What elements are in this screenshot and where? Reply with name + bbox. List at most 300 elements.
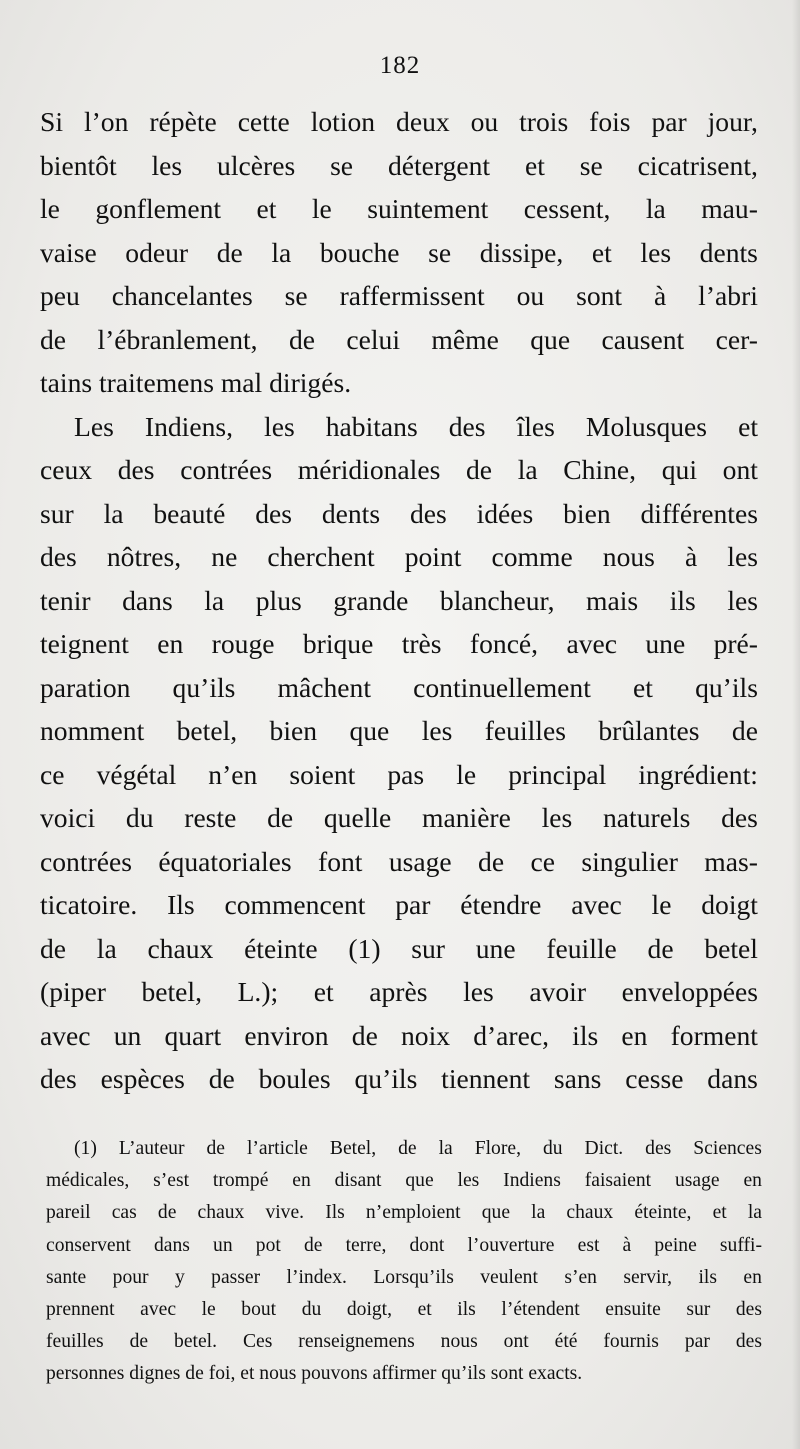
word: dans bbox=[707, 1063, 758, 1094]
word: à bbox=[622, 1234, 632, 1256]
word: chaux bbox=[566, 1202, 614, 1224]
word: dans bbox=[122, 584, 173, 616]
word: vaise bbox=[40, 236, 97, 268]
word: ou bbox=[470, 106, 499, 137]
footnote-line bbox=[46, 1133, 762, 1165]
word: plus bbox=[255, 584, 302, 616]
word: tiennent bbox=[441, 1063, 531, 1094]
paragraph-1 bbox=[40, 100, 758, 405]
word: pot bbox=[255, 1234, 281, 1256]
word: nous bbox=[440, 1331, 478, 1353]
text-line bbox=[40, 1057, 758, 1101]
word: bientôt bbox=[40, 149, 117, 181]
word: cesse bbox=[625, 1063, 684, 1094]
word: deux bbox=[396, 106, 450, 137]
word: du bbox=[542, 1138, 563, 1159]
word: cessent, bbox=[523, 193, 611, 224]
word: veulent bbox=[480, 1266, 538, 1288]
word: dents bbox=[699, 236, 758, 268]
word: enveloppées bbox=[621, 976, 758, 1007]
word: qui bbox=[661, 454, 697, 485]
word: l’article bbox=[246, 1138, 308, 1159]
word: bouche bbox=[319, 236, 400, 268]
word: doigt bbox=[701, 889, 758, 920]
word: usage bbox=[388, 845, 452, 877]
footnote bbox=[46, 1133, 762, 1391]
text-line bbox=[40, 579, 758, 623]
word: fournis bbox=[603, 1331, 659, 1353]
word: (1) bbox=[74, 1138, 97, 1159]
word: raffermissent bbox=[339, 280, 485, 311]
word: feuille bbox=[546, 932, 617, 964]
word: est bbox=[577, 1234, 600, 1256]
word: et bbox=[417, 1298, 432, 1320]
word: et bbox=[524, 149, 545, 181]
word: chaux bbox=[147, 932, 214, 964]
word: ticatoire. bbox=[40, 889, 138, 920]
word: ce bbox=[40, 758, 65, 790]
word: jour, bbox=[707, 106, 758, 137]
word: y bbox=[174, 1266, 185, 1288]
word: et bbox=[712, 1202, 727, 1224]
word: L’auteur bbox=[118, 1138, 185, 1159]
word: vive. bbox=[265, 1202, 305, 1224]
word: cicatrisent, bbox=[637, 149, 758, 181]
word: de bbox=[731, 715, 758, 746]
word: paration bbox=[40, 671, 131, 703]
word: pré- bbox=[713, 628, 758, 659]
word: quart bbox=[164, 1019, 222, 1051]
word: de bbox=[208, 1063, 235, 1094]
word: causent bbox=[601, 323, 685, 355]
word: (piper bbox=[40, 976, 106, 1007]
word: la bbox=[96, 932, 117, 964]
word: l’ébranlement, bbox=[97, 323, 258, 355]
word: et bbox=[313, 976, 334, 1007]
text-line bbox=[40, 231, 758, 275]
word: les bbox=[463, 976, 494, 1007]
word: de bbox=[157, 1202, 177, 1224]
word: en bbox=[621, 1019, 648, 1051]
word: chancelantes bbox=[111, 280, 253, 311]
word: médicales, bbox=[46, 1170, 130, 1192]
word: la bbox=[103, 497, 124, 529]
word: en bbox=[157, 628, 184, 659]
word: fois bbox=[589, 106, 631, 137]
word: du bbox=[125, 802, 154, 833]
word: odeur bbox=[125, 236, 189, 268]
word: en bbox=[292, 1170, 311, 1192]
word: principal bbox=[508, 758, 607, 790]
word: des bbox=[721, 802, 758, 833]
word: suffi- bbox=[719, 1234, 762, 1256]
word: nous bbox=[602, 541, 655, 572]
word: à bbox=[684, 541, 698, 572]
word: naturels bbox=[603, 802, 691, 833]
word: voici bbox=[40, 802, 96, 833]
word: pareil bbox=[46, 1202, 91, 1224]
word: de bbox=[398, 1138, 417, 1159]
word: rouge bbox=[211, 628, 275, 659]
footnote-line bbox=[46, 1197, 762, 1229]
word: disant bbox=[334, 1170, 382, 1192]
word: celui bbox=[346, 323, 401, 355]
word: du bbox=[301, 1298, 322, 1320]
word: l’abri bbox=[698, 280, 758, 311]
word: de bbox=[216, 236, 243, 268]
word: faisaient bbox=[584, 1170, 652, 1192]
word: nomment bbox=[40, 715, 145, 746]
word: mâchent bbox=[277, 671, 371, 703]
word: le bbox=[311, 193, 332, 224]
text-line bbox=[40, 970, 758, 1014]
text-line bbox=[40, 318, 758, 362]
word: des bbox=[735, 1298, 762, 1320]
word: un bbox=[113, 1019, 142, 1051]
word: la bbox=[271, 236, 292, 268]
word: ou bbox=[516, 280, 545, 311]
word: mau- bbox=[701, 193, 758, 224]
text-line: tains traitemens mal dirigés. bbox=[40, 367, 352, 398]
word: et bbox=[256, 193, 277, 224]
word: méridionales bbox=[297, 454, 441, 485]
word: singulier bbox=[581, 845, 678, 877]
word: dont bbox=[409, 1234, 445, 1256]
word: l’ouverture bbox=[467, 1234, 555, 1256]
text-line bbox=[40, 709, 758, 753]
word: espèces bbox=[100, 1063, 185, 1094]
word: brique bbox=[302, 628, 374, 659]
word: de bbox=[647, 932, 674, 964]
word: teignent bbox=[40, 628, 129, 659]
word: ils bbox=[457, 1298, 476, 1320]
word: étendre bbox=[460, 889, 542, 920]
word: bien bbox=[563, 497, 611, 529]
word: brûlantes bbox=[598, 715, 700, 746]
word: par bbox=[395, 889, 431, 920]
word: ils bbox=[572, 1019, 599, 1051]
word: dents bbox=[321, 497, 381, 529]
word: que bbox=[349, 715, 390, 746]
word: se bbox=[428, 236, 452, 268]
word: avec bbox=[566, 628, 617, 659]
word: les bbox=[151, 149, 183, 181]
word: pour bbox=[112, 1266, 149, 1288]
word: l’on bbox=[83, 106, 129, 137]
word: ne bbox=[211, 541, 238, 572]
word: ensuite bbox=[605, 1298, 661, 1320]
word: peu bbox=[40, 280, 80, 311]
word: betel, bbox=[176, 715, 238, 746]
word: avec bbox=[140, 1298, 177, 1320]
footnote-line bbox=[46, 1230, 762, 1262]
word: avec bbox=[571, 889, 622, 920]
word: Indiens, bbox=[144, 410, 234, 442]
word: beauté bbox=[153, 497, 226, 529]
word: chaux bbox=[197, 1202, 245, 1224]
word: le bbox=[201, 1298, 216, 1320]
text-line bbox=[40, 100, 758, 144]
word: que bbox=[405, 1170, 434, 1192]
word: sante bbox=[46, 1266, 87, 1288]
text-line bbox=[40, 840, 758, 884]
word: les bbox=[727, 541, 758, 572]
word: d’arec, bbox=[473, 1019, 550, 1051]
word: une bbox=[475, 932, 516, 964]
footnote-line bbox=[46, 1326, 762, 1358]
word: forment bbox=[670, 1019, 758, 1051]
word: continuellement bbox=[413, 671, 591, 703]
word: L.); bbox=[237, 976, 279, 1007]
word: éteinte bbox=[244, 932, 318, 964]
word: foncé, bbox=[469, 628, 539, 659]
word: le bbox=[651, 889, 672, 920]
text-line bbox=[40, 666, 758, 710]
word: de bbox=[40, 932, 67, 964]
word: végétal bbox=[96, 758, 177, 790]
word: renseignemens bbox=[298, 1331, 415, 1353]
word: passer bbox=[211, 1266, 261, 1288]
word: cer- bbox=[715, 323, 758, 355]
word: se bbox=[579, 149, 603, 181]
body-text bbox=[40, 100, 758, 1101]
word: été bbox=[554, 1331, 578, 1353]
word: ils bbox=[698, 1266, 717, 1288]
word: sur bbox=[40, 497, 74, 529]
word: éteinte, bbox=[634, 1202, 692, 1224]
word: nôtres, bbox=[106, 541, 182, 572]
word: en bbox=[743, 1170, 762, 1192]
word: mas- bbox=[704, 845, 758, 877]
word: tenir bbox=[40, 584, 91, 616]
word: terre, bbox=[345, 1234, 387, 1256]
word: différentes bbox=[640, 497, 758, 529]
scan-edge-shadow bbox=[792, 0, 800, 1449]
word: des bbox=[645, 1138, 672, 1159]
word: Indiens bbox=[503, 1170, 561, 1192]
word: betel. bbox=[174, 1331, 218, 1353]
text-line bbox=[40, 187, 758, 231]
word: des bbox=[255, 497, 292, 529]
text-line bbox=[40, 274, 758, 318]
word: betel, bbox=[141, 976, 202, 1007]
word: reste bbox=[184, 802, 237, 833]
word: l’étendent bbox=[501, 1298, 580, 1320]
word: la bbox=[645, 193, 666, 224]
footnote-line bbox=[46, 1294, 762, 1326]
word: Ils bbox=[325, 1202, 345, 1224]
word: qu’ils bbox=[354, 1063, 418, 1094]
word: contrées bbox=[40, 845, 132, 877]
word: des bbox=[735, 1331, 762, 1353]
word: des bbox=[40, 1063, 77, 1094]
word: les bbox=[640, 236, 672, 268]
word: à bbox=[654, 280, 667, 311]
word: des bbox=[448, 410, 486, 442]
word: les bbox=[727, 584, 758, 616]
word: par bbox=[684, 1331, 710, 1353]
word: cette bbox=[237, 106, 290, 137]
word: Lorsqu’ils bbox=[373, 1266, 454, 1288]
word: de bbox=[303, 1234, 323, 1256]
word: de bbox=[40, 323, 67, 355]
word: betel bbox=[704, 932, 758, 964]
word: quelle bbox=[323, 802, 392, 833]
word: des bbox=[409, 497, 447, 529]
word: s’est bbox=[153, 1170, 190, 1192]
word: (1) bbox=[348, 932, 381, 964]
word: de bbox=[206, 1138, 225, 1159]
word: ils bbox=[669, 584, 696, 616]
word: ingrédient: bbox=[638, 758, 758, 790]
word: après bbox=[369, 976, 428, 1007]
word: la bbox=[747, 1202, 762, 1224]
text-line bbox=[40, 883, 758, 927]
word: la bbox=[204, 584, 225, 616]
word: Si bbox=[40, 106, 64, 137]
text-line bbox=[40, 492, 758, 536]
word: commencent bbox=[224, 889, 366, 920]
word: pas bbox=[387, 758, 425, 790]
word: Les bbox=[74, 410, 114, 442]
word: une bbox=[645, 628, 686, 659]
word: manière bbox=[422, 802, 511, 833]
word: noix bbox=[400, 1019, 451, 1051]
text-line bbox=[40, 753, 758, 797]
word: qu’ils bbox=[172, 671, 236, 703]
word: ce bbox=[530, 845, 555, 877]
word: des bbox=[117, 454, 155, 485]
word: les bbox=[457, 1170, 480, 1192]
footnote-line bbox=[46, 1262, 762, 1294]
word: détergent bbox=[387, 149, 491, 181]
word: grande bbox=[333, 584, 409, 616]
word: par bbox=[651, 106, 687, 137]
footnote-line: personnes dignes de foi, et nous pouvons affirmer qu’ils sont exacts. bbox=[46, 1363, 583, 1385]
word: qu’ils bbox=[695, 671, 758, 703]
word: Ils bbox=[167, 889, 195, 920]
word: s’en bbox=[564, 1266, 597, 1288]
word: doigt, bbox=[346, 1298, 393, 1320]
word: ulcères bbox=[217, 149, 296, 181]
word: gonflement bbox=[95, 193, 222, 224]
word: îles bbox=[516, 410, 555, 442]
paragraph-2 bbox=[40, 405, 758, 1101]
word: très bbox=[401, 628, 442, 659]
word: répète bbox=[149, 106, 217, 137]
word: de bbox=[478, 845, 505, 877]
footnote-line bbox=[46, 1165, 762, 1197]
word: Flore, bbox=[474, 1138, 521, 1159]
text-line bbox=[40, 1014, 758, 1058]
word: peine bbox=[654, 1234, 697, 1256]
word: sans bbox=[553, 1063, 602, 1094]
word: équatoriales bbox=[158, 845, 292, 877]
word: des bbox=[40, 541, 77, 572]
word: avoir bbox=[529, 976, 587, 1007]
word: les bbox=[541, 802, 573, 833]
word: soient bbox=[289, 758, 356, 790]
word: feuilles bbox=[484, 715, 566, 746]
word: trois bbox=[519, 106, 569, 137]
word: de bbox=[129, 1331, 149, 1353]
word: mais bbox=[586, 584, 639, 616]
word: suintement bbox=[367, 193, 489, 224]
word: que bbox=[481, 1202, 511, 1224]
word: Sciences bbox=[693, 1138, 762, 1159]
word: sont bbox=[576, 280, 623, 311]
word: et bbox=[633, 671, 653, 703]
word: se bbox=[284, 280, 308, 311]
word: de bbox=[351, 1019, 378, 1051]
word: les bbox=[264, 410, 295, 442]
word: le bbox=[456, 758, 477, 790]
word: de bbox=[465, 454, 493, 485]
word: blancheur, bbox=[439, 584, 555, 616]
word: ont bbox=[503, 1331, 529, 1353]
word: Molusques bbox=[585, 410, 708, 442]
word: comme bbox=[491, 541, 573, 572]
word: cas bbox=[111, 1202, 137, 1224]
word: les bbox=[421, 715, 453, 746]
word: n’en bbox=[208, 758, 258, 790]
text-line bbox=[40, 622, 758, 666]
text-line bbox=[40, 448, 758, 492]
word: servir, bbox=[623, 1266, 673, 1288]
word: font bbox=[318, 845, 363, 877]
word: ceux bbox=[40, 454, 93, 485]
word: de bbox=[267, 802, 294, 833]
text-line bbox=[40, 927, 758, 971]
text-line bbox=[40, 535, 758, 579]
word: un bbox=[213, 1234, 233, 1256]
word: avec bbox=[40, 1019, 91, 1051]
word: dissipe, bbox=[479, 236, 564, 268]
word: feuilles bbox=[46, 1331, 104, 1353]
word: la bbox=[531, 1202, 546, 1224]
word: la bbox=[517, 454, 538, 485]
page-number: 182 bbox=[379, 52, 421, 79]
word: Dict. bbox=[584, 1138, 624, 1159]
word: trompé bbox=[212, 1170, 269, 1192]
word: idées bbox=[476, 497, 534, 529]
word: en bbox=[743, 1266, 762, 1288]
word: se bbox=[330, 149, 354, 181]
word: Ces bbox=[242, 1331, 273, 1353]
word: le bbox=[40, 193, 60, 224]
word: de bbox=[288, 323, 315, 355]
word: sur bbox=[411, 932, 445, 964]
word: environ bbox=[244, 1019, 329, 1051]
word: prennent bbox=[46, 1298, 115, 1320]
word: la bbox=[438, 1138, 453, 1159]
word: même bbox=[431, 323, 499, 355]
word: Betel, bbox=[329, 1138, 377, 1159]
word: conservent bbox=[46, 1234, 131, 1256]
word: point bbox=[404, 541, 462, 572]
word: boules bbox=[258, 1063, 331, 1094]
word: et bbox=[738, 410, 758, 442]
word: bien bbox=[269, 715, 318, 746]
word: que bbox=[530, 323, 571, 355]
text-line bbox=[40, 405, 758, 449]
word: cherchent bbox=[267, 541, 375, 572]
word: habitans bbox=[325, 410, 418, 442]
text-line bbox=[40, 144, 758, 188]
word: Chine, bbox=[563, 454, 637, 485]
word: l’index. bbox=[286, 1266, 347, 1288]
word: lotion bbox=[310, 106, 376, 137]
